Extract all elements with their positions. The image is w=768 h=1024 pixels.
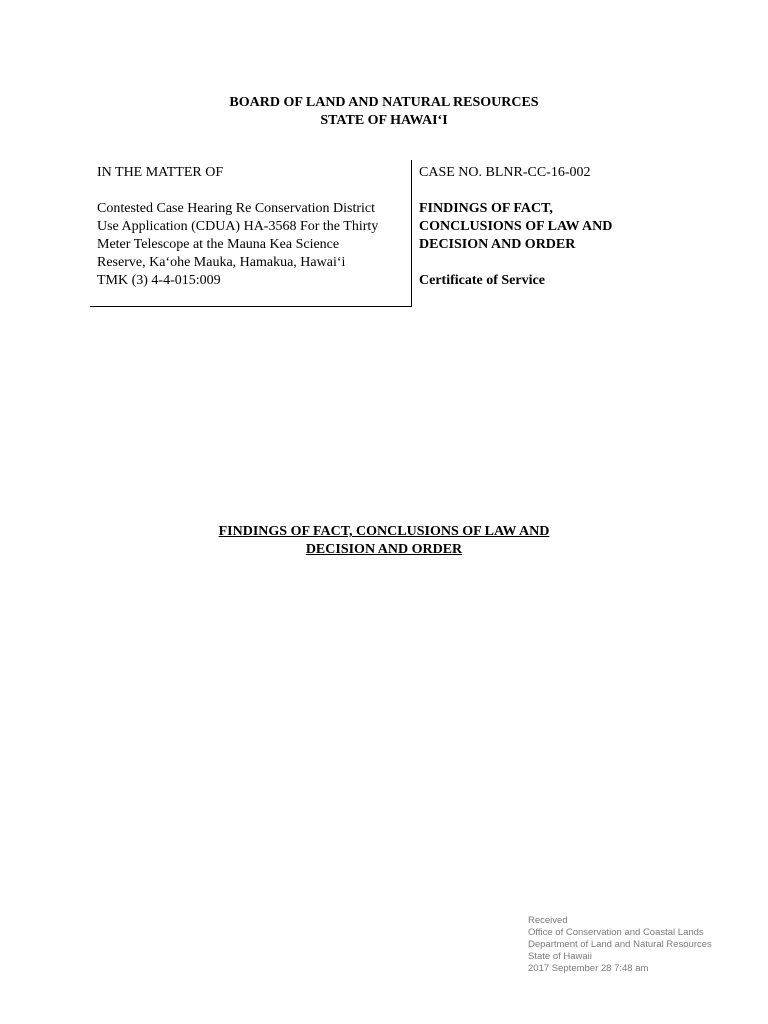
- caption-left-box: [90, 160, 412, 307]
- matter-description: [97, 200, 409, 290]
- matter-line: Use Application (CDUA) HA-3568 For the Thirty: [97, 219, 379, 234]
- certificate-of-service: Certificate of Service: [419, 273, 545, 288]
- main-title: [0, 523, 768, 559]
- state-name: STATE OF HAWAIʻI: [320, 113, 448, 128]
- case-number: CASE NO. BLNR-CC-16-002: [419, 165, 591, 180]
- document-title-line: CONCLUSIONS OF LAW AND: [419, 219, 613, 234]
- document-title-line: FINDINGS OF FACT,: [419, 201, 553, 216]
- board-name: BOARD OF LAND AND NATURAL RESOURCES: [229, 95, 539, 110]
- matter-label: IN THE MATTER OF: [97, 165, 224, 180]
- matter-line: Meter Telescope at the Mauna Kea Science: [97, 237, 340, 252]
- document-title: [419, 200, 719, 254]
- matter-line: TMK (3) 4-4-015:009: [97, 273, 221, 288]
- stamp-line: 2017 September 28 7:48 am: [528, 963, 649, 974]
- received-stamp: [528, 915, 712, 975]
- stamp-line: Office of Conservation and Coastal Lands: [528, 927, 704, 938]
- document-header: [0, 94, 768, 130]
- stamp-line: Received: [528, 915, 568, 926]
- main-title-line: DECISION AND ORDER: [305, 542, 463, 557]
- document-title-line: DECISION AND ORDER: [419, 237, 576, 252]
- matter-line: Reserve, Kaʻohe Mauka, Hamakua, Hawaiʻi: [97, 255, 346, 270]
- matter-line: Contested Case Hearing Re Conservation District: [97, 201, 375, 216]
- main-title-line: FINDINGS OF FACT, CONCLUSIONS OF LAW AND: [218, 524, 550, 539]
- caption-right-box: [419, 164, 719, 290]
- stamp-line: Department of Land and Natural Resources: [528, 939, 712, 950]
- stamp-line: State of Hawaii: [528, 951, 592, 962]
